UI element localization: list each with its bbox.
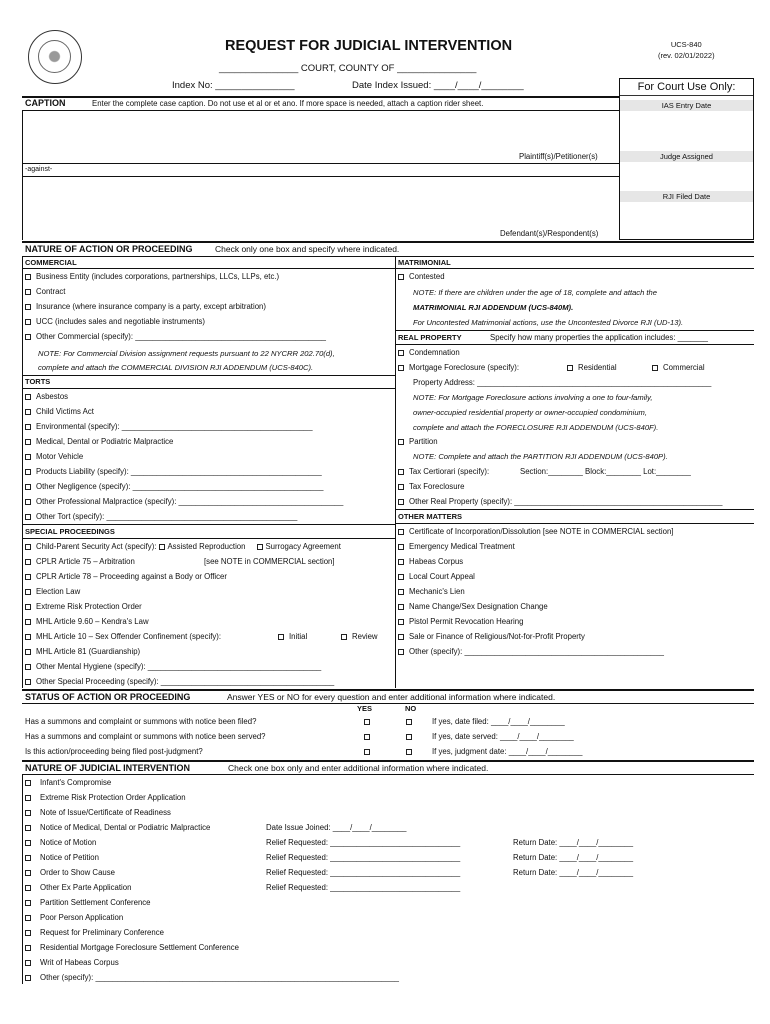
mhl10-review[interactable]: Review (341, 632, 378, 641)
intervention-item[interactable]: Residential Mortgage Foreclosure Settlement Conference (25, 943, 239, 952)
real-property-item[interactable]: Partition (398, 437, 438, 446)
intervention-item[interactable]: Partition Settlement Conference (25, 898, 151, 907)
court-seal-icon (28, 30, 82, 84)
return-date-field[interactable]: Return Date: ____/____/________ (513, 853, 634, 862)
checkbox[interactable] (25, 469, 31, 475)
mortgage-note: owner-occupied residential property or owner-occupied condominium, (413, 408, 647, 417)
checkbox[interactable] (25, 634, 31, 640)
checkbox[interactable] (398, 365, 404, 371)
real-property-instructions[interactable]: Specify how many properties the application includes: _______ (490, 333, 709, 342)
checkbox[interactable] (25, 304, 31, 310)
special-item[interactable]: CPLR Article 75 – Arbitration (25, 557, 135, 566)
checkbox[interactable] (25, 439, 31, 445)
checkbox[interactable] (25, 870, 31, 876)
intervention-label: NATURE OF JUDICIAL INTERVENTION (25, 763, 191, 773)
tort-item[interactable]: Motor Vehicle (25, 452, 83, 461)
checkbox[interactable] (398, 634, 404, 640)
special-item[interactable]: MHL Article 9.60 – Kendra's Law (25, 617, 149, 626)
checkbox[interactable] (25, 649, 31, 655)
status-question: Has a summons and complaint or summons with notice been served? (25, 732, 266, 741)
checkbox[interactable] (25, 574, 31, 580)
checkbox[interactable] (25, 424, 31, 430)
checkbox[interactable] (25, 855, 31, 861)
other-matter-item[interactable]: Name Change/Sex Designation Change (398, 602, 548, 611)
checkbox[interactable] (278, 634, 284, 640)
commercial-item[interactable]: Contract (25, 287, 65, 296)
status-instructions: Answer YES or NO for every question and enter additional information where indicated. (227, 692, 556, 702)
checkbox[interactable] (652, 365, 658, 371)
caption-instructions: Enter the complete case caption. Do not use et al or et ano. If more space is needed, attach a caption rider sheet. (92, 99, 484, 108)
special-item[interactable]: MHL Article 10 – Sex Offender Confinement (specify): (25, 632, 221, 641)
tort-item[interactable]: Environmental (specify): ____________________________________________ (25, 422, 313, 431)
checkbox[interactable] (398, 469, 404, 475)
date-filed-field[interactable]: If yes, date filed: ____/____/________ (432, 717, 565, 726)
checkbox[interactable] (25, 559, 31, 565)
ias-entry-date-label: IAS Entry Date (620, 100, 753, 111)
tort-item[interactable]: Other Professional Malpractice (specify): ______________________________________ (25, 497, 343, 506)
date-index-issued-field[interactable]: Date Index Issued: ____/____/________ (352, 80, 524, 91)
checkbox[interactable] (398, 544, 404, 550)
matrimonial-note: MATRIMONIAL RJI ADDENDUM (UCS-840M). (413, 303, 574, 312)
intervention-instructions: Check one box only and enter additional information where indicated. (228, 763, 489, 773)
matrimonial-heading: MATRIMONIAL (398, 258, 451, 267)
relief-requested-field[interactable]: Relief Requested: ______________________________ (266, 868, 461, 877)
checkbox[interactable] (398, 604, 404, 610)
special-item[interactable]: Child-Parent Security Act (specify): Assisted Reproduction Surrogacy Agreement (25, 542, 341, 551)
plaintiff-label: Plaintiff(s)/Petitioner(s) (519, 152, 598, 161)
special-heading: SPECIAL PROCEEDINGS (25, 527, 115, 536)
yes-header: YES (357, 704, 373, 713)
intervention-item[interactable]: Note of Issue/Certificate of Readiness (25, 808, 171, 817)
special-item[interactable]: Other Special Proceeding (specify): ________________________________________ (25, 677, 334, 686)
checkbox[interactable] (398, 484, 404, 490)
property-address-field[interactable]: Property Address: ______________________________________________________ (413, 378, 712, 387)
other-matter-item[interactable]: Pistol Permit Revocation Hearing (398, 617, 523, 626)
checkbox[interactable] (398, 350, 404, 356)
special-item[interactable]: CPLR Article 78 – Proceeding against a Body or Officer (25, 572, 227, 581)
intervention-item[interactable]: Notice of Medical, Dental or Podiatric Malpractice (25, 823, 210, 832)
checkbox[interactable] (25, 885, 31, 891)
relief-requested-field[interactable]: Relief Requested: ______________________________ (266, 883, 461, 892)
checkbox[interactable] (25, 930, 31, 936)
commercial-option[interactable]: Commercial (652, 363, 705, 372)
checkbox[interactable] (159, 544, 165, 550)
commercial-item[interactable]: Other Commercial (specify): ____________________________________________ (25, 332, 326, 341)
checkbox[interactable] (25, 795, 31, 801)
checkbox[interactable] (257, 544, 263, 550)
checkbox[interactable] (25, 975, 31, 981)
tort-item[interactable]: Child Victims Act (25, 407, 94, 416)
no-checkbox[interactable] (406, 717, 417, 726)
checkbox[interactable] (25, 604, 31, 610)
form-title: REQUEST FOR JUDICIAL INTERVENTION (225, 38, 513, 54)
court-county-field[interactable]: _______________ COURT, COUNTY OF _______________ (219, 63, 477, 74)
intervention-item[interactable]: Other Ex Parte Application (25, 883, 131, 892)
checkbox[interactable] (567, 365, 573, 371)
tort-item[interactable]: Medical, Dental or Podiatric Malpractice (25, 437, 173, 446)
checkbox[interactable] (25, 499, 31, 505)
status-label: STATUS OF ACTION OR PROCEEDING (25, 692, 191, 702)
checkbox[interactable] (25, 454, 31, 460)
checkbox[interactable] (25, 664, 31, 670)
court-use-title: For Court Use Only: (620, 79, 753, 96)
status-question: Has a summons and complaint or summons with notice been filed? (25, 717, 257, 726)
checkbox[interactable] (25, 619, 31, 625)
status-question: Is this action/proceeding being filed post-judgment? (25, 747, 203, 756)
tax-cert-fields[interactable]: Section:________ Block:________ Lot:________ (520, 467, 691, 476)
checkbox[interactable] (25, 274, 31, 280)
partition-note: NOTE: Complete and attach the PARTITION RJI ADDENDUM (UCS-840P). (413, 452, 668, 461)
yes-checkbox[interactable] (364, 747, 375, 756)
real-property-item[interactable]: Tax Certiorari (specify): (398, 467, 489, 476)
torts-heading: TORTS (25, 377, 51, 386)
checkbox[interactable] (25, 544, 31, 550)
intervention-item[interactable]: Infant's Compromise (25, 778, 111, 787)
defendant-label: Defendant(s)/Respondent(s) (500, 229, 599, 238)
tort-item[interactable]: Asbestos (25, 392, 68, 401)
commercial-heading: COMMERCIAL (25, 258, 77, 267)
caption-label: CAPTION (25, 98, 66, 108)
judge-assigned-label: Judge Assigned (620, 151, 753, 162)
judgment-date-field[interactable]: If yes, judgment date: ____/____/________ (432, 747, 583, 756)
real-property-item[interactable]: Other Real Property (specify): ________________________________________________ (398, 497, 722, 506)
checkbox[interactable] (25, 960, 31, 966)
other-matters-heading: OTHER MATTERS (398, 512, 463, 521)
other-matter-item[interactable]: Sale or Finance of Religious/Not-for-Profit Property (398, 632, 585, 641)
art75-see-note: [see NOTE in COMMERCIAL section] (204, 557, 335, 566)
relief-requested-field[interactable]: Relief Requested: ______________________________ (266, 838, 461, 847)
checkbox[interactable] (25, 900, 31, 906)
real-property-item[interactable]: Mortgage Foreclosure (specify): (398, 363, 519, 372)
matrimonial-item[interactable]: Contested (398, 272, 445, 281)
other-matter-item[interactable]: Local Court Appeal (398, 572, 475, 581)
checkbox[interactable] (398, 499, 404, 505)
intervention-item[interactable]: Writ of Habeas Corpus (25, 958, 119, 967)
special-item[interactable]: Extreme Risk Protection Order (25, 602, 142, 611)
checkbox[interactable] (25, 289, 31, 295)
checkbox[interactable] (398, 529, 404, 535)
checkbox[interactable] (25, 319, 31, 325)
court-use-box (619, 78, 754, 240)
real-property-item[interactable]: Tax Foreclosure (398, 482, 464, 491)
intervention-item[interactable]: Poor Person Application (25, 913, 123, 922)
checkbox[interactable] (341, 634, 347, 640)
checkbox[interactable] (25, 780, 31, 786)
checkbox[interactable] (25, 810, 31, 816)
special-item[interactable]: Other Mental Hygiene (specify): ________________________________________ (25, 662, 321, 671)
checkbox[interactable] (25, 514, 31, 520)
real-property-item[interactable]: Condemnation (398, 348, 460, 357)
other-matter-item[interactable]: Other (specify): ______________________________________________ (398, 647, 664, 656)
checkbox[interactable] (398, 559, 404, 565)
index-no-field[interactable]: Index No: _______________ (172, 80, 295, 91)
nature-action-instructions: Check only one box and specify where indicated. (215, 244, 400, 254)
commercial-item[interactable]: Business Entity (includes corporations, partnerships, LLCs, LLPs, etc.) (25, 272, 279, 281)
checkbox[interactable] (25, 409, 31, 415)
relief-requested-field[interactable]: Relief Requested: ______________________________ (266, 853, 461, 862)
tort-item[interactable]: Other Negligence (specify): ____________________________________________ (25, 482, 323, 491)
checkbox[interactable] (25, 825, 31, 831)
tort-item[interactable]: Products Liability (specify): ____________________________________________ (25, 467, 322, 476)
yes-checkbox[interactable] (364, 732, 375, 741)
mortgage-note: complete and attach the FORECLOSURE RJI ADDENDUM (UCS-840F). (413, 423, 659, 432)
matrimonial-note: For Uncontested Matrimonial actions, use the Uncontested Divorce RJI (UD-13). (413, 318, 684, 327)
no-checkbox[interactable] (406, 732, 417, 741)
checkbox[interactable] (398, 274, 404, 280)
yes-checkbox[interactable] (364, 717, 375, 726)
commercial-note: NOTE: For Commercial Division assignment requests pursuant to 22 NYCRR 202.70(d), (38, 349, 335, 358)
intervention-item[interactable]: Extreme Risk Protection Order Application (25, 793, 186, 802)
intervention-item[interactable]: Notice of Petition (25, 853, 99, 862)
no-checkbox[interactable] (406, 747, 417, 756)
rji-filed-date-label: RJI Filed Date (620, 191, 753, 202)
intervention-item[interactable]: Other (specify): ______________________________________________________________________ (25, 973, 399, 982)
tort-item[interactable]: Other Tort (specify): ____________________________________________ (25, 512, 297, 521)
date-issue-joined-field[interactable]: Date Issue Joined: ____/____/________ (266, 823, 407, 832)
special-item[interactable]: MHL Article 81 (Guardianship) (25, 647, 140, 656)
checkbox[interactable] (398, 574, 404, 580)
other-matter-item[interactable]: Certificate of Incorporation/Dissolution [see NOTE in COMMERCIAL section] (398, 527, 673, 536)
checkbox[interactable] (25, 484, 31, 490)
other-matter-item[interactable]: Emergency Medical Treatment (398, 542, 515, 551)
commercial-item[interactable]: UCC (includes sales and negotiable instruments) (25, 317, 205, 326)
checkbox[interactable] (25, 840, 31, 846)
checkbox[interactable] (25, 589, 31, 595)
other-matter-item[interactable]: Mechanic's Lien (398, 587, 465, 596)
special-item[interactable]: Election Law (25, 587, 80, 596)
form-code: UCS-840 (rev. 02/01/2022) (658, 40, 715, 60)
intervention-item[interactable]: Request for Preliminary Conference (25, 928, 164, 937)
no-header: NO (405, 704, 417, 713)
checkbox[interactable] (398, 649, 404, 655)
date-served-field[interactable]: If yes, date served: ____/____/________ (432, 732, 574, 741)
checkbox[interactable] (25, 915, 31, 921)
other-matter-item[interactable]: Habeas Corpus (398, 557, 463, 566)
checkbox[interactable] (398, 589, 404, 595)
residential-option[interactable]: Residential (567, 363, 617, 372)
checkbox[interactable] (25, 679, 31, 685)
checkbox[interactable] (25, 394, 31, 400)
against-label: -against- (25, 166, 53, 173)
commercial-item[interactable]: Insurance (where insurance company is a party, except arbitration) (25, 302, 266, 311)
intervention-item[interactable]: Order to Show Cause (25, 868, 115, 877)
checkbox[interactable] (398, 619, 404, 625)
return-date-field[interactable]: Return Date: ____/____/________ (513, 838, 634, 847)
checkbox[interactable] (398, 439, 404, 445)
intervention-item[interactable]: Notice of Motion (25, 838, 96, 847)
checkbox[interactable] (25, 334, 31, 340)
matrimonial-note: NOTE: If there are children under the age of 18, complete and attach the (413, 288, 657, 297)
nature-action-label: NATURE OF ACTION OR PROCEEDING (25, 244, 193, 254)
commercial-note: complete and attach the COMMERCIAL DIVISION RJI ADDENDUM (UCS-840C). (38, 363, 314, 372)
return-date-field[interactable]: Return Date: ____/____/________ (513, 868, 634, 877)
mortgage-note: NOTE: For Mortgage Foreclosure actions involving a one to four-family, (413, 393, 653, 402)
mhl10-initial[interactable]: Initial (278, 632, 307, 641)
real-property-heading: REAL PROPERTY (398, 333, 462, 342)
checkbox[interactable] (25, 945, 31, 951)
